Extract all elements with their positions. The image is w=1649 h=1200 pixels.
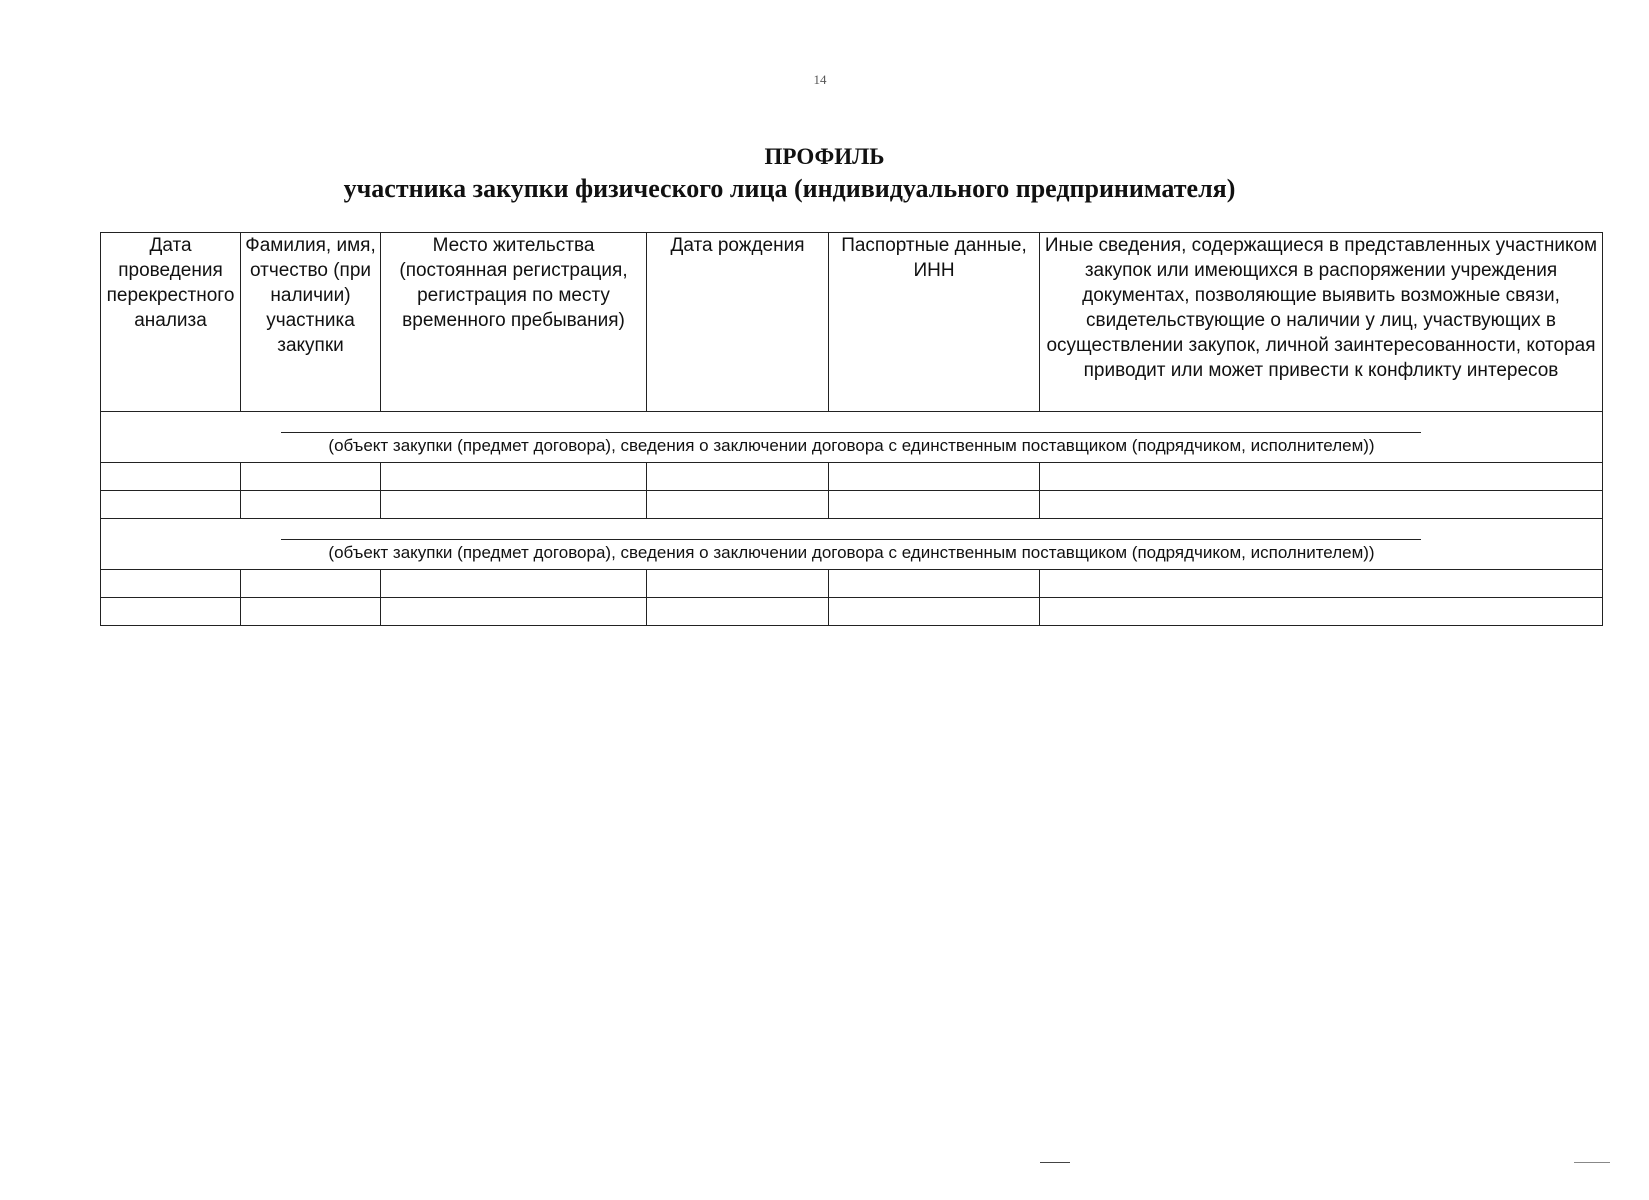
subject-fill-line	[281, 539, 1421, 540]
subject-caption: (объект закупки (предмет договора), сведения о заключении договора с единственным поставщиком (подрядчиком, исполнителем))	[328, 436, 1375, 455]
table-header-row	[101, 233, 1603, 412]
section-subject-row	[101, 519, 1603, 570]
subject-caption: (объект закупки (предмет договора), сведения о заключении договора с единственным поставщиком (подрядчиком, исполнителем))	[328, 543, 1375, 562]
table-cell[interactable]	[101, 491, 241, 519]
table-cell[interactable]	[647, 570, 829, 598]
table-row	[101, 598, 1603, 626]
table-cell[interactable]	[241, 570, 381, 598]
scan-mark	[1574, 1162, 1610, 1163]
header-other-info: Иные сведения, содержащиеся в представленных участником закупок или имеющихся в распоряжении учреждения документах, позволяющие выявить возможные связи, свидетельствующие о наличии у лиц, участвующих в осуществлении закупок, личной заинтересованности, которая приводит или может привести к конфликту интересов	[1040, 233, 1603, 412]
table-cell[interactable]	[829, 463, 1040, 491]
table-cell[interactable]	[381, 570, 647, 598]
table-cell[interactable]	[1040, 463, 1603, 491]
subject-fill-line	[281, 432, 1421, 433]
table-row	[101, 463, 1603, 491]
header-analysis-date: Дата проведения перекрестного анализа	[101, 233, 241, 412]
table-cell[interactable]	[241, 463, 381, 491]
title-main: ПРОФИЛЬ	[764, 144, 885, 169]
table-cell[interactable]	[647, 598, 829, 626]
table-cell[interactable]	[1040, 491, 1603, 519]
document-title	[0, 142, 1649, 206]
profile-table	[100, 232, 1603, 626]
table-cell[interactable]	[101, 598, 241, 626]
header-full-name: Фамилия, имя, отчество (при наличии) участника закупки	[241, 233, 381, 412]
table-cell[interactable]	[101, 463, 241, 491]
table-cell[interactable]	[381, 491, 647, 519]
table-cell[interactable]	[829, 598, 1040, 626]
table-cell[interactable]	[241, 491, 381, 519]
scan-mark	[1040, 1162, 1070, 1163]
header-birth-date: Дата рождения	[647, 233, 829, 412]
table-cell[interactable]	[647, 463, 829, 491]
table-cell[interactable]	[829, 491, 1040, 519]
table-cell[interactable]	[647, 491, 829, 519]
table-cell[interactable]	[829, 570, 1040, 598]
table-row	[101, 491, 1603, 519]
table-cell[interactable]	[1040, 570, 1603, 598]
table-cell[interactable]	[381, 598, 647, 626]
table-cell[interactable]	[1040, 598, 1603, 626]
table-row	[101, 570, 1603, 598]
table-cell[interactable]	[241, 598, 381, 626]
section-subject-row	[101, 412, 1603, 463]
table-cell[interactable]	[381, 463, 647, 491]
header-residence: Место жительства (постоянная регистрация, регистрация по месту временного пребывания)	[381, 233, 647, 412]
title-subtitle: участника закупки физического лица (индивидуального предпринимателя)	[343, 174, 1236, 203]
page-number: 14	[813, 72, 827, 87]
table-cell[interactable]	[101, 570, 241, 598]
header-passport-inn: Паспортные данные, ИНН	[829, 233, 1040, 412]
